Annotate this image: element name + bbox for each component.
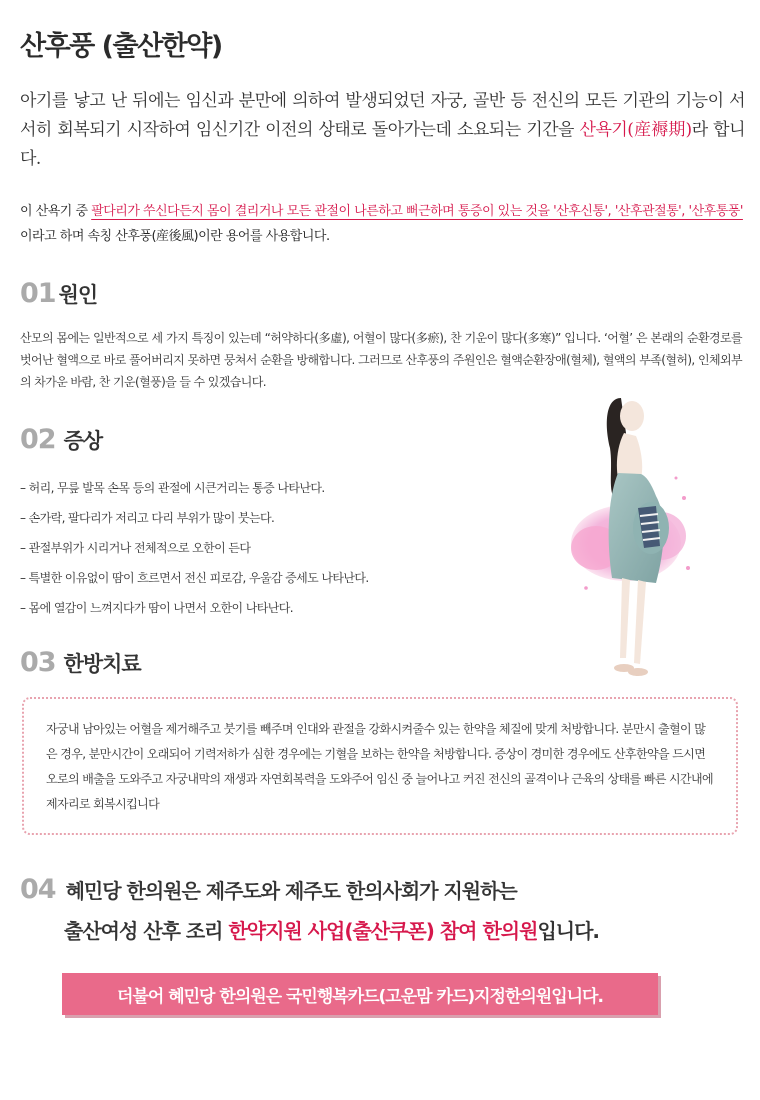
treatment-text: 자궁내 남아있는 어혈을 제거해주고 붓기를 빼주며 인대와 관절을 강화시켜줄수 있는 한약을 체질에 맞게 처방합니다. 분만시 출혈이 많은 경우, 분만시간이 오래되어 기력저하가 심한 경우에는 기혈을 보하는 한약을 처방합니다. 증상이 경미한 경우에도 산후한약을 드시면 오로의 배출을 도와주고 자궁내막의 재생과 자연회복력을 도와주어 임신 중 늘어나고 커진 전신의 골격이나 근육의 상태를 빠른 시간내에 제자리로 회복시킵니다 — [46, 722, 713, 811]
section-number: 01 — [20, 278, 56, 309]
support-line2-prefix: 출산여성 산후 조리 — [64, 919, 229, 943]
pregnant-woman-illustration — [566, 378, 696, 683]
postpartum-note — [20, 199, 745, 249]
list-item: – 허리, 무릎 발목 손목 등의 관절에 시큰거리는 통증 나타난다. — [20, 481, 325, 495]
list-item: – 특별한 이유없이 땀이 흐르면서 전신 피로감, 우울감 증세도 나타난다. — [20, 571, 369, 585]
card-banner — [62, 973, 658, 1015]
list-item: – 몸에 열감이 느껴지다가 땀이 나면서 오한이 나타난다. — [20, 601, 293, 615]
section-number: 04 — [20, 874, 56, 905]
treatment-box — [22, 697, 738, 835]
treatment-heading — [20, 647, 141, 679]
support-heading — [20, 874, 517, 905]
support-line2-highlight: 한약지원 사업(출산쿠폰) 참여 한의원 — [228, 919, 538, 943]
intro-paragraph — [20, 87, 745, 174]
note-highlight: 팔다리가 쑤신다든지 몸이 결리거나 모든 관절이 나른하고 뻐근하며 통증이 있는 것을 '산후신통', '산후관절통', '산후통풍' — [91, 204, 743, 219]
section-number: 03 — [20, 647, 56, 678]
symptoms-heading — [20, 424, 102, 456]
page-title: 산후풍 (출산한약) — [20, 31, 222, 62]
cause-text: 산모의 몸에는 일반적으로 세 가지 특징이 있는데 “허약하다(多虛), 어혈이 많다(多瘀), 찬 기운이 많다(多寒)” 입니다. ‘어혈’ 은 본래의 순환경로를 벗어난 혈액으로 바로 풀어버리지 못하면 뭉쳐서 순환을 방해합니다. 그러므로 산후풍의 주원인은 혈액순환장애(혈체), 혈액의 부족(혈허), 인체외부의 차가운 바람, 찬 기운(혈풍)을 들 수 있겠습니다. — [20, 331, 742, 389]
note-prefix: 이 산욕기 중 — [20, 204, 92, 219]
section-title: 한방치료 — [63, 652, 141, 676]
section-number: 02 — [20, 424, 56, 455]
note-suffix: 이라고 하며 속칭 산후풍(産後風)이란 용어를 사용합니다. — [20, 229, 330, 244]
list-item: – 손가락, 팔다리가 저리고 다리 부위가 많이 붓는다. — [20, 511, 275, 525]
section-title: 증상 — [63, 429, 103, 453]
section-title: 원인 — [58, 283, 98, 307]
list-item: – 관절부위가 시리거나 전체적으로 오한이 든다 — [20, 541, 251, 555]
support-line2-suffix: 입니다. — [537, 919, 599, 943]
symptom-list — [20, 473, 540, 623]
intro-highlight: 산욕기(産褥期) — [579, 120, 692, 140]
banner-text: 더불어 혜민당 한의원은 국민행복카드(고운맘 카드)지정한의원입니다. — [117, 986, 603, 1007]
support-line2 — [64, 915, 599, 944]
intro-suffix: 라 합니다. — [20, 120, 746, 169]
intro-text: 아기를 낳고 난 뒤에는 임신과 분만에 의하여 발생되었던 자궁, 골반 등 전신의 모든 기관의 기능이 서서히 회복되기 시작하여 임신기간 이전의 상태로 돌아가는데 소요되는 기간을 — [20, 91, 745, 140]
cause-heading — [20, 278, 97, 310]
support-line1: 혜민당 한의원은 제주도와 제주도 한의사회가 지원하는 — [65, 879, 517, 903]
